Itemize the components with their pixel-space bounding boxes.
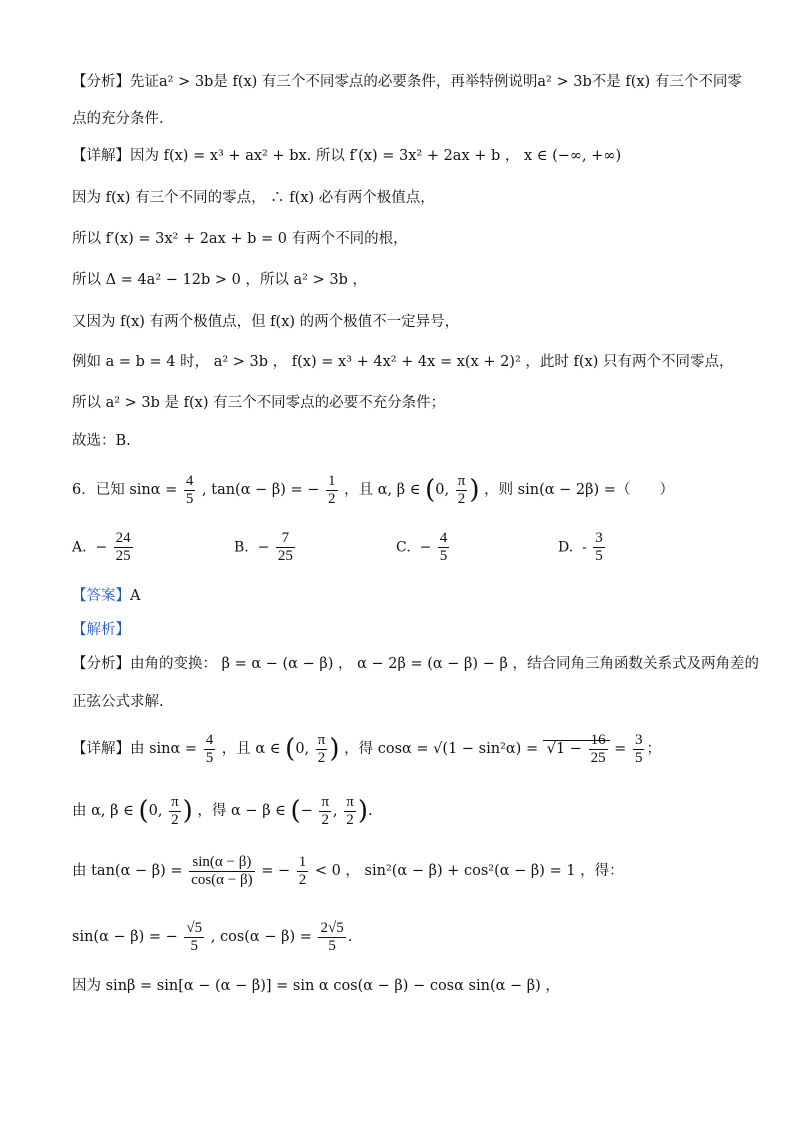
analysis-tag-line xyxy=(72,620,734,640)
analysis-line-1: 【分析】先证a² > 3b是 f(x) 有三个不同零点的必要条件，再举特例说明a² > 3b不是 f(x) 有三个不同零 xyxy=(72,74,742,90)
detail-line-4: 所以 Δ = 4a² − 12b > 0 ，所以 a² > 3b ， xyxy=(72,272,367,288)
solution-line-1: 【分析】由角的变换： β = α − (α − β) ， α − 2β = (α − β) − β ，结合同角三角函数关系式及两角差的 xyxy=(72,656,759,672)
question-6-stem: 6．已知 sinα = $\frac{4}{5}$ , tan(α − β) = − $\frac{1}{2}$ ，且 α, β ∈ (0, $\frac{\pi}{2}$ ) ，则 sin(α − 2β) =（ ） xyxy=(72,472,674,507)
solution-line-3: 【详解】由 sinα = $\frac{4}{5}$ ，且 α ∈ (0, $\frac{\pi}{2}$ ) ，得 cosα = √(1 − sin²α) = √1 − $\frac{16}{25}$ = $\frac{3}{5}$ ； xyxy=(72,731,661,766)
detail-line-7: 所以 a² > 3b 是 f(x) 有三个不同零点的必要不充分条件； xyxy=(72,395,446,411)
solution-line-4: 由 α, β ∈ (0, $\frac{\pi}{2}$ ) ，得 α − β ∈ (− $\frac{\pi}{2}$ , $\frac{\pi}{2}$ ). xyxy=(72,793,373,828)
detail-line-1: 【详解】因为 f(x) = x³ + ax² + bx. 所以 f′(x) = 3x² + 2ax + b ， x ∈ (−∞, +∞) xyxy=(72,148,622,164)
solution-line-6: sin(α − β) = − $\frac{√5}{5}$ , cos(α − β) = $\frac{2√5}{5}$ . xyxy=(72,919,353,954)
answer-line xyxy=(72,586,734,606)
answer-tag: 【答案】 xyxy=(72,588,130,604)
option-b[interactable]: B. − $\frac{7}{25}$ xyxy=(234,530,293,564)
option-c[interactable]: C. − $\frac{4}{5}$ xyxy=(396,530,448,564)
answer-value: A xyxy=(130,588,141,604)
fraction: $\frac{1}{2}$ xyxy=(328,472,336,507)
option-a[interactable]: A. − $\frac{24}{25}$ xyxy=(72,530,131,564)
detail-line-8: 故选：B. xyxy=(72,433,131,449)
detail-line-6: 例如 a = b = 4 时， a² > 3b ， f(x) = x³ + 4x² + 4x = x(x + 2)² ，此时 f(x) 只有两个不同零点， xyxy=(72,354,734,370)
analysis-line-2: 点的充分条件. xyxy=(72,111,164,127)
option-d[interactable]: D. - $\frac{3}{5}$ xyxy=(558,530,603,564)
detail-line-2: 因为 f(x) 有三个不同的零点， ∴ f(x) 必有两个极值点， xyxy=(72,190,435,206)
fraction: $\frac{4}{5}$ xyxy=(185,472,194,507)
detail-line-3: 所以 f′(x) = 3x² + 2ax + b = 0 有两个不同的根， xyxy=(72,231,408,247)
fraction: $\frac{\pi}{2}$ xyxy=(457,472,466,507)
analysis-tag: 【解析】 xyxy=(72,622,130,638)
solution-line-2: 正弦公式求解. xyxy=(72,694,164,710)
solution-line-5: 由 tan(α − β) = $\frac{\sin(\alpha - \beta)}{\cos(\alpha - \beta)}$ = − $\frac{1}{2}$ < 0 ， sin²(α − β) + cos²(α − β) = 1 ，得： xyxy=(72,853,624,888)
detail-line-5: 又因为 f(x) 有两个极值点，但 f(x) 的两个极值不一定异号， xyxy=(72,314,460,330)
solution-line-7: 因为 sinβ = sin[α − (α − β)] = sin α cos(α − β) − cosα sin(α − β) ， xyxy=(72,978,560,994)
